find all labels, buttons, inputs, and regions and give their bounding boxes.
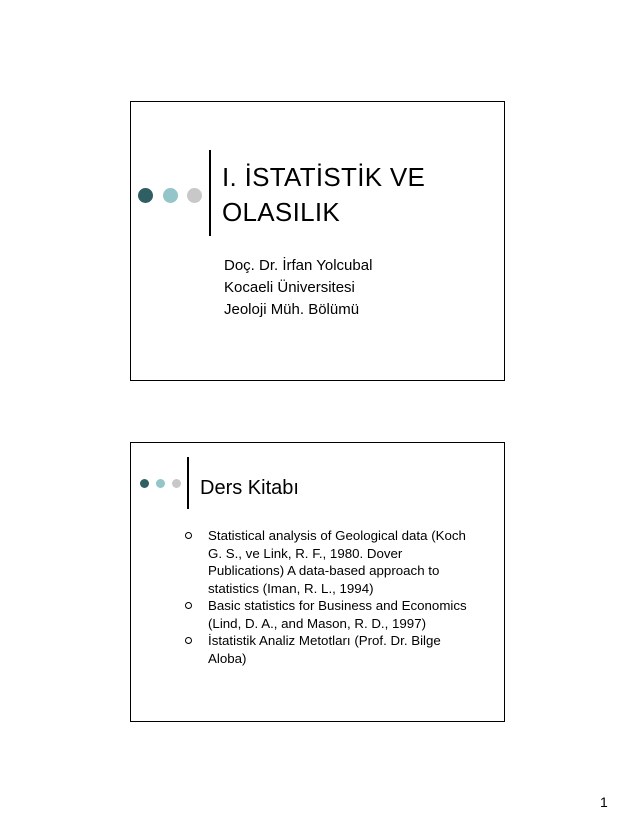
hollow-circle-bullet-icon	[185, 637, 192, 644]
decorative-dot-teal-icon	[163, 188, 178, 203]
decorative-dot-teal-icon	[156, 479, 165, 488]
slide-1-title	[222, 160, 482, 230]
list-item	[185, 527, 495, 597]
page-number: 1	[600, 794, 608, 810]
slide-2	[130, 442, 505, 722]
list-item-line: G. S., ve Link, R. F., 1980. Dover	[208, 545, 403, 561]
hollow-circle-bullet-icon	[185, 532, 192, 539]
title-line-1: I. İSTATİSTİK VE	[222, 162, 426, 192]
list-item-line: (Lind, D. A., and Mason, R. D., 1997)	[208, 615, 427, 631]
title-line-2: OLASILIK	[222, 197, 341, 227]
author-name: Doç. Dr. İrfan Yolcubal	[224, 257, 373, 274]
list-item-line: İstatistik Analiz Metotları (Prof. Dr. Bilge	[208, 633, 441, 648]
slide-1	[130, 101, 505, 381]
decorative-dot-dark-icon	[140, 479, 149, 488]
reference-list	[185, 527, 495, 667]
list-item-line: statistics (Iman, R. L., 1994)	[208, 580, 374, 596]
list-item-line: Aloba)	[208, 650, 247, 666]
title-divider-line	[209, 150, 211, 236]
decorative-dot-gray-icon	[172, 479, 181, 488]
hollow-circle-bullet-icon	[185, 602, 192, 609]
university-name: Kocaeli Üniversitesi	[224, 279, 355, 296]
decorative-dot-gray-icon	[187, 188, 202, 203]
list-item	[185, 597, 495, 632]
list-item	[185, 632, 495, 667]
list-item-line: Publications) A data-based approach to	[208, 563, 440, 578]
decorative-dot-dark-icon	[138, 188, 153, 203]
list-item-line: Basic statistics for Business and Economics	[208, 598, 467, 613]
list-item-line: Statistical analysis of Geological data (Koch	[208, 528, 466, 543]
slide-2-title: Ders Kitabı	[200, 477, 299, 499]
title-divider-line	[187, 457, 189, 509]
department-name: Jeoloji Müh. Bölümü	[224, 301, 360, 318]
slide-1-subtitle	[224, 255, 484, 321]
